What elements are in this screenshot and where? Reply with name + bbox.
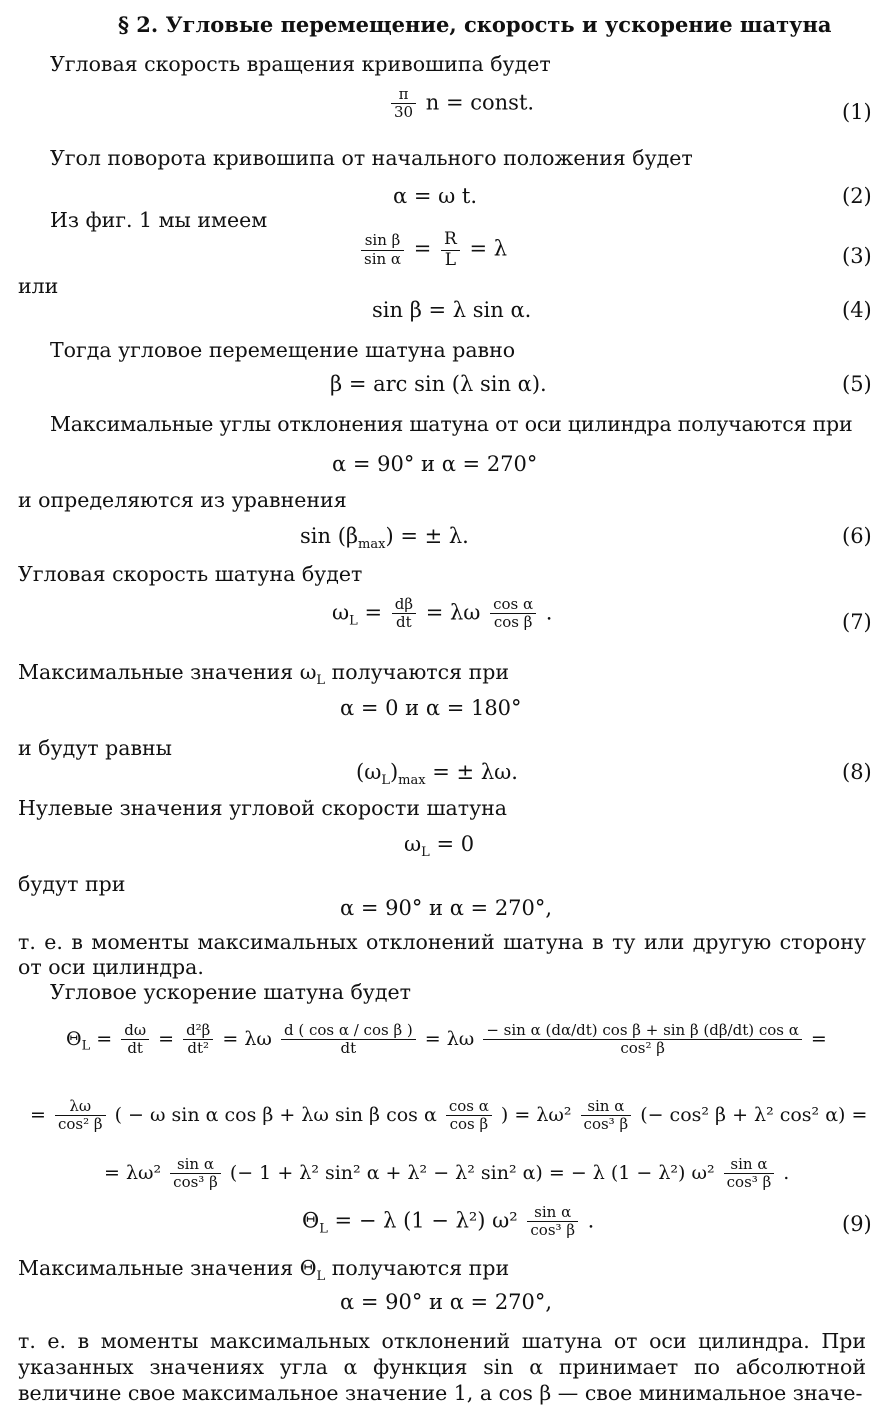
equation-2: α = ω t. [393, 184, 478, 208]
equation-9: $\Theta_L$ = − λ (1 − λ²) ω² $\frac{\text{sin α}}{\text{cos³ β}}$ . [302, 1203, 595, 1240]
paragraph-line: и будут равны [18, 736, 172, 760]
equation-7-conditions: α = 0 и α = 180° [340, 696, 522, 720]
paragraph-final: т. е. в моменты максимальных отклонений шатуна от оси цилиндра. При указанных значениях угла α функция sin α принимает по абсолютной величине свое максимальное значение 1, а cos β — свое минимальное значе- [18, 1329, 866, 1406]
paragraph-line: Максимальные углы отклонения шатуна от оси цилиндра получаются при [50, 412, 853, 436]
fraction: $\frac{\lambda\omega}{\text{cos² β}}$ [55, 1098, 106, 1134]
equation-6-conditions: α = 90° и α = 270° [332, 452, 538, 476]
fraction: $\frac{\text{cos α}}{\text{cos β}}$ [446, 1098, 492, 1134]
fraction: $\frac{\text{sin α}}{\text{cos³ β}}$ [581, 1098, 632, 1134]
fraction: $\frac{d\beta}{dt}$ [392, 596, 416, 632]
equation-number: (9) [842, 1212, 872, 1236]
paragraph-line: Угловое ускорение шатуна будет [50, 980, 411, 1004]
fraction: $\frac{\text{sin α}}{\text{cos³ β}}$ [527, 1204, 578, 1240]
theta-symbol: $\Theta_L$ [299, 1256, 326, 1285]
equation-4: sin β = λ sin α. [372, 298, 532, 322]
equation-9-line-1: $\Theta_L$ = $\frac{d\omega}{dt}$ = $\frac{\text{d²β}}{\text{dt²}}$ = λω $\frac{\text{d ( cos α / cos β )}}{dt}$ = λω $\frac{\text{− sin α (dα/dt) cos β + sin β (dβ/dt) cos α}}{\text{cos² β}}$ = [66, 1021, 827, 1058]
equation-7: $\omega_L$ = $\frac{d\beta}{dt}$ = λω $\frac{\text{cos α}}{\text{cos β}}$ . [332, 595, 553, 632]
section-heading: § 2. Угловые перемещение, скорость и ускорение шатуна [118, 12, 832, 37]
zero-velocity-conditions: α = 90° и α = 270°, [340, 896, 553, 920]
fraction: $\frac{\text{sin α}}{\text{cos³ β}}$ [724, 1156, 775, 1192]
equation-number: (5) [842, 372, 872, 396]
omega-symbol: $\omega_L$ [299, 660, 326, 689]
zero-velocity-formula: $\omega_L = 0$ [404, 832, 475, 861]
paragraph-line: Максимальные значения $\omega_L$ получаются при [18, 660, 510, 689]
fraction: $\frac{\text{d²β}}{\text{dt²}}$ [183, 1022, 213, 1058]
paragraph-line: т. е. в моменты максимальных отклонений шатуна в ту или другую сторону от оси цилиндра. [18, 930, 866, 979]
equation-6: $\sin (\beta_{max})$ = ± λ. [300, 524, 469, 553]
fraction: $\frac{\text{sin β}}{\text{sin α}}$ [361, 232, 404, 268]
paragraph-line: Максимальные значения $\Theta_L$ получаются при [18, 1256, 510, 1285]
paragraph-line: Угловая скорость шатуна будет [18, 562, 363, 586]
equation-number: (8) [842, 760, 872, 784]
paragraph-line: Из фиг. 1 мы имеем [50, 208, 268, 232]
equation-9-line-2: = $\frac{\lambda\omega}{\text{cos² β}}$ ( − ω sin α cos β + λω sin β cos α $\frac{\text{cos α}}{\text{cos β}}$ ) = λω² $\frac{\text{sin α}}{\text{cos³ β}}$ (− cos² β + λ² cos² α) = [30, 1097, 868, 1134]
equation-number: (7) [842, 610, 872, 634]
equation-5: β = arc sin (λ sin α). [330, 372, 547, 396]
fraction: $\frac{\text{d ( cos α / cos β )}}{dt}$ [281, 1022, 416, 1058]
equation-1: $\frac{\pi}{30}$ n = const. [388, 86, 534, 122]
fraction: $\frac{\text{sin α}}{\text{cos³ β}}$ [170, 1156, 221, 1192]
fraction: $\frac{\text{− sin α (dα/dt) cos β + sin β (dβ/dt) cos α}}{\text{cos² β}}$ [483, 1022, 802, 1058]
paragraph-line: будут при [18, 872, 126, 896]
max-accel-conditions: α = 90° и α = 270°, [340, 1290, 553, 1314]
equation-number: (4) [842, 298, 872, 322]
equation-number: (3) [842, 244, 872, 268]
equation-number: (6) [842, 524, 872, 548]
fraction: $\frac{\pi}{30}$ [391, 86, 416, 122]
equation-number: (2) [842, 184, 872, 208]
paragraph-line: Тогда угловое перемещение шатуна равно [50, 338, 516, 362]
fraction: $\frac{R}{L}$ [441, 230, 460, 270]
paragraph-line: или [18, 274, 59, 298]
fraction: $\frac{d\omega}{dt}$ [121, 1022, 149, 1058]
paragraph-line: Угловая скорость вращения кривошипа будет [50, 52, 551, 76]
equation-number: (1) [842, 100, 872, 124]
fraction: $\frac{\text{cos α}}{\text{cos β}}$ [490, 596, 536, 632]
paragraph-line: и определяются из уравнения [18, 488, 347, 512]
equation-9-line-3: = λω² $\frac{\text{sin α}}{\text{cos³ β}}$ (− 1 + λ² sin² α + λ² − λ² sin² α) = − λ (1 − λ²) ω² $\frac{\text{sin α}}{\text{cos³ β}}$ . [104, 1155, 790, 1192]
equation-8: $(\omega_L)_{max}$ = ± λω. [356, 760, 518, 789]
equation-3: $\frac{\text{sin β}}{\text{sin α}}$ = $\frac{R}{L}$ = λ [358, 230, 507, 270]
paragraph-line: Нулевые значения угловой скорости шатуна [18, 796, 508, 820]
paragraph-line: Угол поворота кривошипа от начального положения будет [50, 146, 693, 170]
